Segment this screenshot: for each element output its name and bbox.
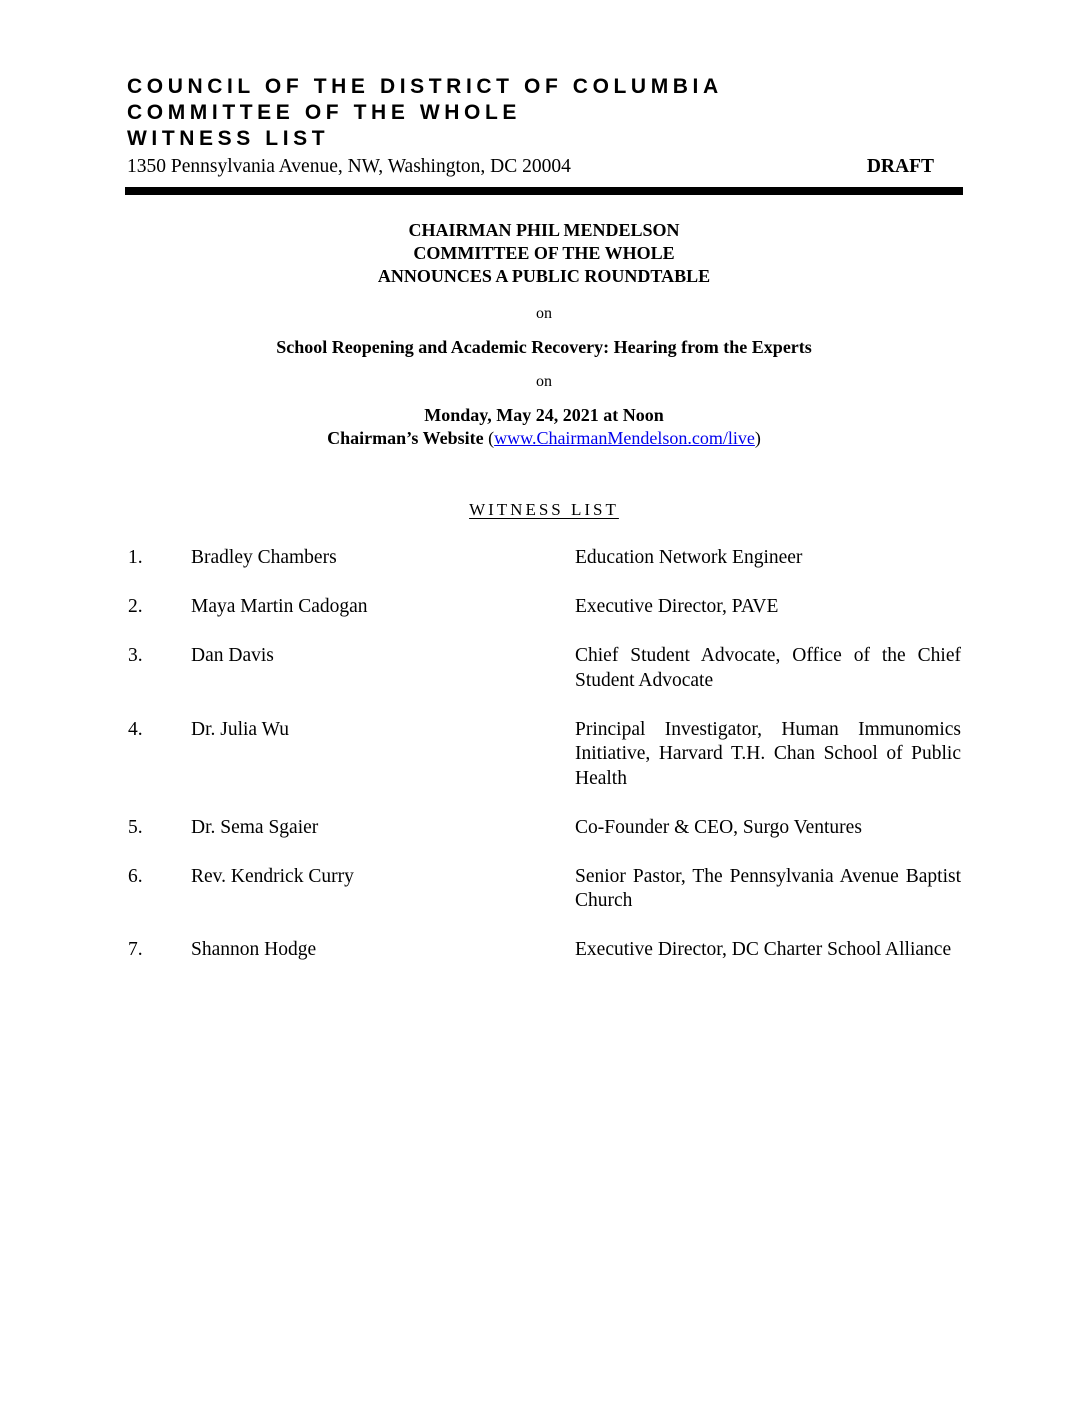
witness-number: 3. bbox=[128, 645, 143, 666]
letterhead-council: COUNCIL OF THE DISTRICT OF COLUMBIA bbox=[127, 75, 723, 98]
witness-title: Education Network Engineer bbox=[575, 547, 803, 568]
council-address: 1350 Pennsylvania Avenue, NW, Washington, DC 20004 bbox=[127, 156, 571, 177]
witness-title: Executive Director, DC Charter School Alliance bbox=[575, 939, 952, 960]
chairman-line: CHAIRMAN PHIL MENDELSON bbox=[408, 220, 680, 240]
announcement-heading bbox=[125, 219, 963, 288]
event-datetime: Monday, May 24, 2021 at Noon bbox=[424, 405, 664, 425]
witness-name: Maya Martin Cadogan bbox=[191, 596, 368, 617]
witness-name: Bradley Chambers bbox=[191, 547, 337, 568]
witness-row bbox=[128, 546, 964, 571]
witness-name: Dan Davis bbox=[191, 645, 274, 666]
witness-list bbox=[128, 546, 964, 987]
committee-line: COMMITTEE OF THE WHOLE bbox=[413, 243, 675, 263]
witness-row bbox=[128, 816, 964, 841]
witness-title: Senior Pastor, The Pennsylvania Avenue Baptist Church bbox=[575, 865, 961, 911]
witness-name: Dr. Julia Wu bbox=[191, 718, 289, 740]
witness-row bbox=[128, 644, 964, 693]
witness-row bbox=[128, 718, 964, 792]
website-close-paren: ) bbox=[754, 428, 761, 448]
witness-number: 7. bbox=[128, 939, 143, 960]
witness-list-heading bbox=[125, 499, 963, 521]
witness-name: Rev. Kendrick Curry bbox=[191, 865, 354, 887]
witness-number: 4. bbox=[128, 718, 143, 740]
letterhead bbox=[127, 74, 962, 180]
witness-name: Dr. Sema Sgaier bbox=[191, 816, 319, 838]
on-label-2: on bbox=[536, 373, 552, 390]
event-details bbox=[125, 404, 963, 450]
draft-label: DRAFT bbox=[866, 156, 934, 177]
witness-title: Principal Investigator, Human Immunomics Initiative, Harvard T.H. Chan School of Public Health bbox=[575, 718, 961, 789]
witness-number: 6. bbox=[128, 865, 143, 887]
on-label-1: on bbox=[536, 305, 552, 322]
website-line bbox=[125, 427, 963, 450]
witness-number: 2. bbox=[128, 596, 143, 617]
witness-row bbox=[128, 865, 964, 914]
witness-title: Chief Student Advocate, Office of the Chief Student Advocate bbox=[575, 645, 961, 691]
witness-row bbox=[128, 938, 964, 963]
letterhead-document-type: WITNESS LIST bbox=[127, 127, 330, 150]
website-label: Chairman’s Website bbox=[327, 428, 484, 448]
witness-title: Co-Founder & CEO, Surgo Ventures bbox=[575, 816, 862, 838]
roundtable-line: ANNOUNCES A PUBLIC ROUNDTABLE bbox=[377, 266, 711, 286]
letterhead-committee: COMMITTEE OF THE WHOLE bbox=[127, 101, 522, 124]
website-open-paren: ( bbox=[483, 428, 495, 448]
witness-number: 1. bbox=[128, 547, 143, 568]
address-row bbox=[127, 154, 962, 180]
witness-number: 5. bbox=[128, 816, 143, 838]
witness-list-heading-text: WITNESS LIST bbox=[469, 500, 619, 519]
witness-row bbox=[128, 595, 964, 620]
header-rule bbox=[125, 187, 963, 195]
witness-title: Executive Director, PAVE bbox=[575, 596, 779, 617]
witness-name: Shannon Hodge bbox=[191, 939, 317, 960]
roundtable-topic: School Reopening and Academic Recovery: Hearing from the Experts bbox=[276, 337, 812, 357]
website-link[interactable]: www.ChairmanMendelson.com/live bbox=[494, 428, 755, 448]
